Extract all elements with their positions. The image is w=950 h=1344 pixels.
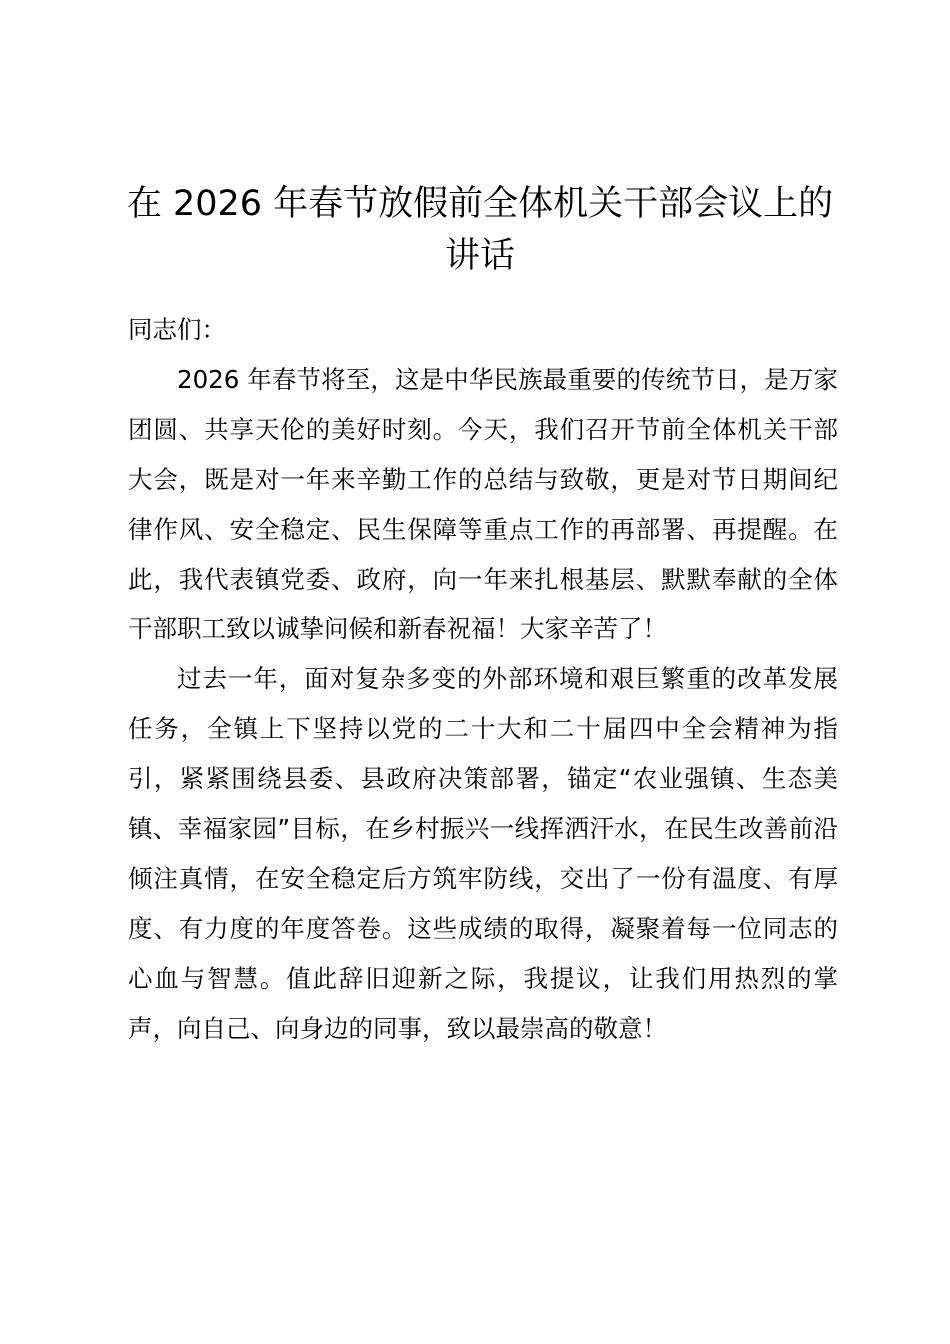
paragraph: 过去一年，面对复杂多变的外部环境和艰巨繁重的改革发展任务，全镇上下坚持以党的二十大和二十届四中全会精神为指引，紧紧围绕县委、县政府决策部署，锚定“农业强镇、生态美镇、幸福家园”目标，在乡村振兴一线挥洒汗水，在民生改善前沿倾注真情，在安全稳定后方筑牢防线，交出了一份有温度、有厚度、有力度的年度答卷。这些成绩的取得，凝聚着每一位同志的心血与智慧。值此辞旧迎新之际，我提议，让我们用热烈的掌声，向自己、向身边的同事，致以最崇高的敬意！: [128, 664, 838, 1043]
paragraph: 2026 年春节将至，这是中华民族最重要的传统节日，是万家团圆、共享天伦的美好时刻。今天，我们召开节前全体机关干部大会，既是对一年来辛勤工作的总结与致敬，更是对节日期间纪律作风、安全稳定、民生保障等重点工作的再部署、再提醒。在此，我代表镇党委、政府，向一年来扎根基层、默默奉献的全体干部职工致以诚挚问候和新春祝福！大家辛苦了！: [128, 364, 838, 644]
salutation: 同志们：: [128, 315, 226, 344]
document-title: 在 2026 年春节放假前全体机关干部会议上的讲话: [126, 184, 834, 276]
document-body: [128, 305, 838, 1054]
